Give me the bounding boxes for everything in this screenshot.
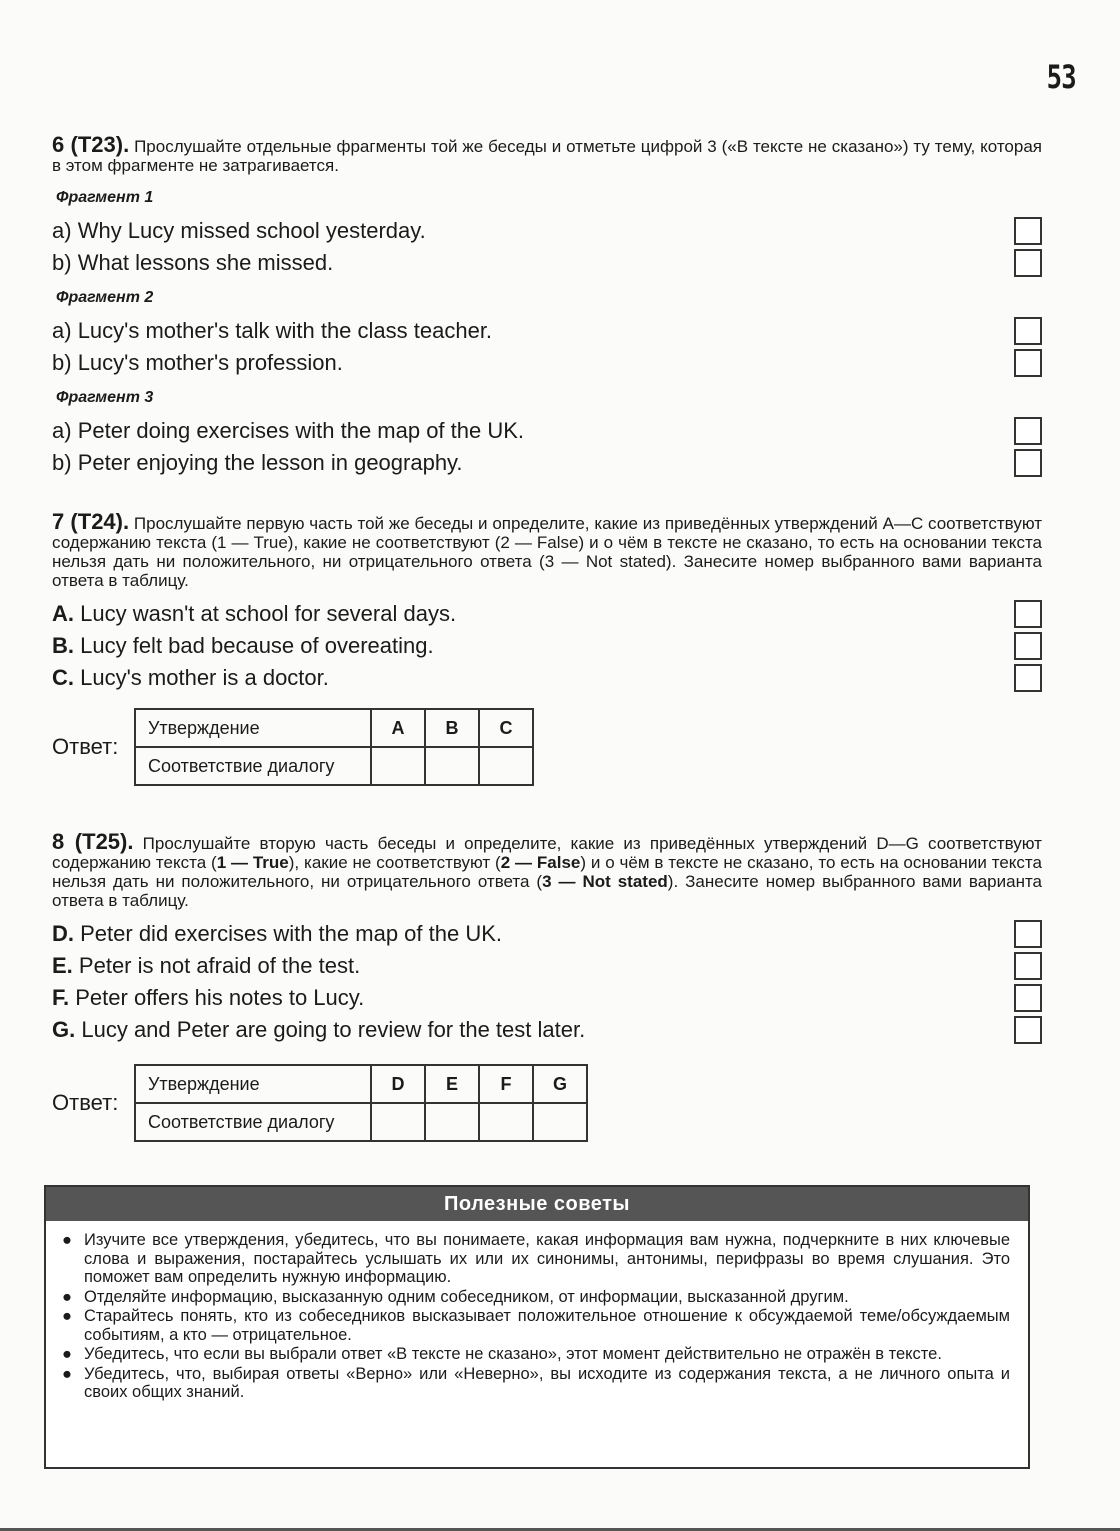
task-6-number: 6 (T23).: [52, 132, 130, 157]
answer-label: Ответ:: [52, 1090, 119, 1115]
list-item: ● Изучите все утверждения, убедитесь, что вы понимаете, какая информация вам нужна, подчеркните в них ключевые слова и выражения, постарайтесь услышать их или их синонимы, антонимы, перифразы во время слушания. Это поможет вам определить нужную информацию.: [62, 1231, 1010, 1286]
task-8: [52, 829, 1043, 1154]
table-row-header: Утверждение: [135, 1065, 371, 1103]
answer-checkbox[interactable]: [1014, 449, 1042, 477]
fragment-2-item-b: b) Lucy's mother's profession.: [52, 347, 1042, 379]
task-6: [52, 132, 1042, 479]
answer-cell[interactable]: [533, 1103, 587, 1141]
answer-cell[interactable]: [425, 747, 479, 785]
table-row-header: Соответствие диалогу: [135, 747, 371, 785]
column-header: B: [425, 709, 479, 747]
answer-section-7: [52, 708, 1042, 798]
statement-c: C. Lucy's mother is a doctor.: [52, 662, 1042, 694]
answer-cell[interactable]: [371, 1103, 425, 1141]
bullet-icon: ●: [62, 1307, 72, 1325]
tips-list: [46, 1231, 1028, 1402]
answer-checkbox[interactable]: [1014, 664, 1042, 692]
bullet-icon: ●: [62, 1287, 72, 1306]
task-6-instruction: [52, 132, 1042, 175]
answer-checkbox[interactable]: [1014, 600, 1042, 628]
list-item: ● Убедитесь, что если вы выбрали ответ «В тексте не сказано», этот момент действительно не отражён в тексте.: [62, 1345, 942, 1363]
answer-table-8: [134, 1064, 588, 1142]
bullet-icon: ●: [62, 1231, 72, 1249]
answer-cell[interactable]: [479, 747, 533, 785]
column-header: D: [371, 1065, 425, 1103]
answer-cell[interactable]: [425, 1103, 479, 1141]
answer-cell[interactable]: [479, 1103, 533, 1141]
column-header: C: [479, 709, 533, 747]
statement-f: F. Peter offers his notes to Lucy.: [52, 982, 1042, 1014]
fragment-3-item-a: a) Peter doing exercises with the map of the UK.: [52, 415, 1042, 447]
answer-checkbox[interactable]: [1014, 920, 1042, 948]
tips-box: [44, 1185, 1030, 1469]
list-item: ● Старайтесь понять, кто из собеседников высказывает положительное отношение к обсуждаемой теме/обсуждаемым событиям, а кто — отрицательное.: [62, 1307, 1010, 1344]
table-row-header: Соответствие диалогу: [135, 1103, 371, 1141]
task-7: [52, 509, 1042, 798]
page-number: 53: [1047, 58, 1077, 96]
fragment-1-title: Фрагмент 1: [56, 189, 154, 206]
fragment-3-title: Фрагмент 3: [56, 389, 154, 406]
fragment-2-title: Фрагмент 2: [56, 289, 154, 306]
column-header: G: [533, 1065, 587, 1103]
statement-b: B. Lucy felt bad because of overeating.: [52, 630, 1042, 662]
answer-checkbox[interactable]: [1014, 417, 1042, 445]
answer-checkbox[interactable]: [1014, 984, 1042, 1012]
answer-cell[interactable]: [371, 747, 425, 785]
answer-checkbox[interactable]: [1014, 952, 1042, 980]
fragment-2-item-a: a) Lucy's mother's talk with the class teacher.: [52, 315, 1042, 347]
statement-d: D. Peter did exercises with the map of the UK.: [52, 918, 1042, 950]
task-7-instruction: [52, 509, 1042, 590]
answer-checkbox[interactable]: [1014, 349, 1042, 377]
bullet-icon: ●: [62, 1364, 72, 1383]
column-header: F: [479, 1065, 533, 1103]
statement-g: G. Lucy and Peter are going to review for the test later.: [52, 1014, 1042, 1046]
answer-checkbox[interactable]: [1014, 217, 1042, 245]
answer-table-7: [134, 708, 534, 786]
tips-title: Полезные советы: [46, 1187, 1028, 1221]
task-8-number: 8 (T25).: [52, 829, 134, 854]
list-item: ● Отделяйте информацию, высказанную одним собеседником, от информации, высказанной другим.: [62, 1287, 849, 1306]
answer-checkbox[interactable]: [1014, 632, 1042, 660]
answer-section-8: [52, 1064, 1042, 1154]
task-8-instruction: 8 (T25). Прослушайте вторую часть беседы и определите, какие из приведённых утверждений D—G соответствуют содержанию текста (1 — True), какие не соответствуют (2 — False) и о чём в тексте не сказано, то есть на основании текста нельзя дать ни положительного, ни отрицательного ответа (3 — Not stated). Занесите номер выбранного вами варианта ответа в таблицу.: [52, 829, 1043, 910]
task-7-number: 7 (T24).: [52, 509, 130, 534]
statement-a: A. Lucy wasn't at school for several days.: [52, 598, 1042, 630]
column-header: E: [425, 1065, 479, 1103]
fragment-1-item-a: a) Why Lucy missed school yesterday.: [52, 215, 1042, 247]
answer-checkbox[interactable]: [1014, 1016, 1042, 1044]
task-7-text: Прослушайте первую часть той же беседы и определите, какие из приведённых утверждений A—C соответствуют содержанию текста (1 — True), какие не соответствуют (2 — False) и о чём в тексте не сказано, то есть на основании текста нельзя дать ни положительного, ни отрицательного ответа (3 — Not stated). Занесите номер выбранного вами варианта ответа в таблицу.: [52, 514, 1042, 590]
bullet-icon: ●: [62, 1345, 72, 1363]
answer-checkbox[interactable]: [1014, 317, 1042, 345]
statement-e: E. Peter is not afraid of the test.: [52, 950, 1042, 982]
task-6-text: Прослушайте отдельные фрагменты той же беседы и отметьте цифрой 3 («В тексте не сказано») ту тему, которая в этом фрагменте не затрагивается.: [52, 137, 1042, 175]
table-row-header: Утверждение: [135, 709, 371, 747]
column-header: A: [371, 709, 425, 747]
answer-checkbox[interactable]: [1014, 249, 1042, 277]
fragment-3-item-b: b) Peter enjoying the lesson in geography.: [52, 447, 1042, 479]
fragment-1-item-b: b) What lessons she missed.: [52, 247, 1042, 279]
answer-label: Ответ:: [52, 734, 119, 759]
list-item: ● Убедитесь, что, выбирая ответы «Верно» или «Неверно», вы исходите из содержания текста, а не личного опыта и своих общих знаний.: [62, 1364, 1010, 1401]
